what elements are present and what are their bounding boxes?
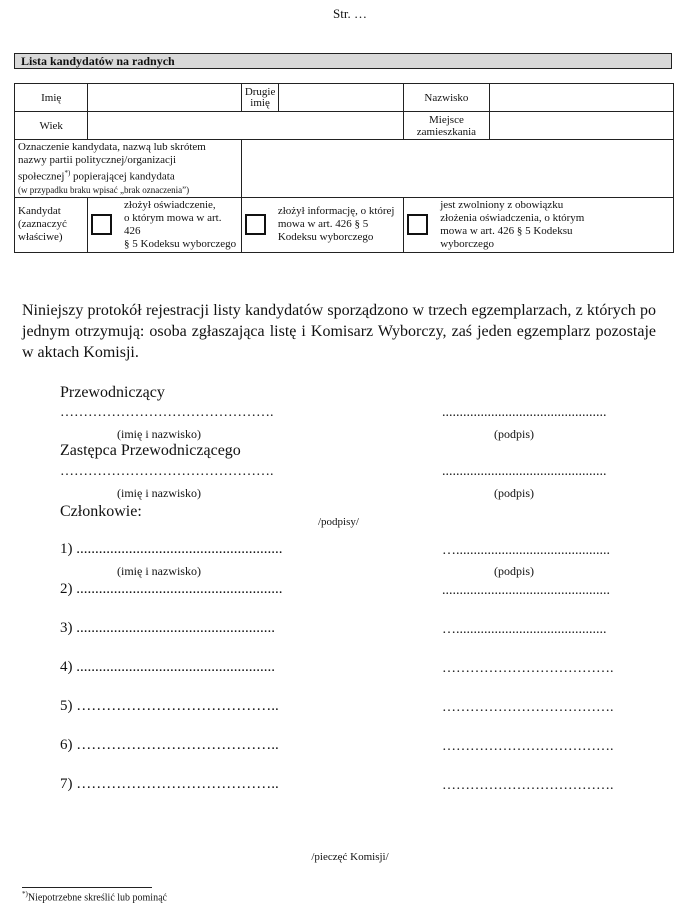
member-signature-line[interactable]: …............................................ bbox=[442, 543, 610, 558]
members-list bbox=[60, 541, 660, 801]
signatures-caption: /podpisy/ bbox=[318, 516, 359, 528]
residence-label: Miejsce zamieszkania bbox=[404, 112, 489, 140]
age-field[interactable] bbox=[88, 112, 404, 140]
deputy-name-line[interactable]: ………………………………………. bbox=[60, 464, 274, 479]
member-row: 6) ………………………………….. bbox=[60, 737, 279, 753]
member-row: 5) ………………………………….. bbox=[60, 698, 279, 714]
member-row: 4) ..................................................... bbox=[60, 659, 275, 675]
designation-field[interactable] bbox=[241, 140, 673, 198]
first-name-label: Imię bbox=[15, 84, 88, 112]
member-name-line[interactable]: ....................................................... bbox=[76, 581, 283, 597]
deputy-name-caption: (imię i nazwisko) bbox=[117, 486, 201, 500]
deputy-signature-line[interactable]: ............................................... bbox=[442, 464, 607, 479]
option-exempt-cell: jest zwolniony z obowiązku złożenia oświadczenia, o którym mowa w art. 426 § 5 Kodeksu wyborczego bbox=[404, 197, 674, 252]
second-name-label: Drugie imię bbox=[241, 84, 279, 112]
member-signature-line[interactable]: ………………………………. bbox=[442, 739, 614, 754]
candidate-label: Kandydat (zaznaczyć właściwe) bbox=[15, 197, 88, 252]
information-checkbox[interactable] bbox=[245, 214, 266, 235]
chair-name-line[interactable]: ………………………………………. bbox=[60, 405, 274, 420]
member-row: 2) ....................................................... bbox=[60, 581, 283, 597]
designation-label: Oznaczenie kandydata, nazwą lub skrótem nazwy partii politycznej/organizacji społecznej*) popierającej kandydata (w przypadku braku wpisać „brak oznaczenia”) bbox=[15, 140, 242, 198]
commission-stamp: /pieczęć Komisji/ bbox=[311, 851, 389, 863]
residence-field[interactable] bbox=[489, 112, 673, 140]
member-signature-line[interactable]: ………………………………. bbox=[442, 700, 614, 715]
member-signature-line[interactable]: ................................................ bbox=[442, 583, 610, 598]
second-name-field[interactable] bbox=[279, 84, 404, 112]
deputy-signature-caption: (podpis) bbox=[494, 486, 534, 500]
chair-signature-caption: (podpis) bbox=[494, 427, 534, 441]
candidate-table bbox=[14, 83, 674, 253]
member-signature-line[interactable]: ………………………………. bbox=[442, 778, 614, 793]
option-statement-cell: złożył oświadczenie, o którym mowa w art. 426 § 5 Kodeksu wyborczego bbox=[88, 197, 241, 252]
member-name-caption: (imię i nazwisko) bbox=[117, 564, 201, 578]
surname-field[interactable] bbox=[489, 84, 673, 112]
member-name-line[interactable]: ………………………………….. bbox=[76, 776, 279, 792]
protocol-paragraph: Niniejszy protokół rejestracji listy kandydatów sporządzono w trzech egzemplarzach, z których po jednym otrzymują: osoba zgłaszająca listę i Komisarz Wyborczy, zaś jeden egzemplarz pozostaje w aktach Komisji. bbox=[22, 302, 656, 361]
member-signature-line[interactable]: ………………………………. bbox=[442, 661, 614, 676]
page-number: Str. … bbox=[333, 6, 367, 21]
member-name-line[interactable]: ………………………………….. bbox=[76, 698, 279, 714]
surname-label: Nazwisko bbox=[404, 84, 489, 112]
first-name-field[interactable] bbox=[88, 84, 241, 112]
chair-signature-line[interactable]: ............................................... bbox=[442, 405, 607, 420]
age-label: Wiek bbox=[15, 112, 88, 140]
member-name-line[interactable]: ....................................................... bbox=[76, 541, 283, 557]
footnote: *)Niepotrzebne skreślić lub pominąć bbox=[22, 890, 167, 904]
member-row: 3) ..................................................... bbox=[60, 620, 275, 636]
chair-label: Przewodniczący bbox=[60, 384, 165, 401]
table-title: Lista kandydatów na radnych bbox=[14, 53, 672, 69]
member-row: 1) ....................................................... bbox=[60, 541, 283, 557]
member-signature-line[interactable]: …........................................... bbox=[442, 622, 607, 637]
option-information-cell: złożył informację, o której mowa w art. 426 § 5 Kodeksu wyborczego bbox=[241, 197, 403, 252]
footnote-divider bbox=[22, 887, 152, 888]
exempt-checkbox[interactable] bbox=[407, 214, 428, 235]
statement-checkbox[interactable] bbox=[91, 214, 112, 235]
member-name-line[interactable]: ..................................................... bbox=[76, 620, 275, 636]
members-label: Członkowie: bbox=[60, 503, 142, 520]
member-row: 7) ………………………………….. bbox=[60, 776, 279, 792]
chair-name-caption: (imię i nazwisko) bbox=[117, 427, 201, 441]
member-name-line[interactable]: ..................................................... bbox=[76, 659, 275, 675]
member-name-line[interactable]: ………………………………….. bbox=[76, 737, 279, 753]
deputy-label: Zastępca Przewodniczącego bbox=[60, 442, 241, 459]
member-signature-caption: (podpis) bbox=[494, 564, 534, 578]
